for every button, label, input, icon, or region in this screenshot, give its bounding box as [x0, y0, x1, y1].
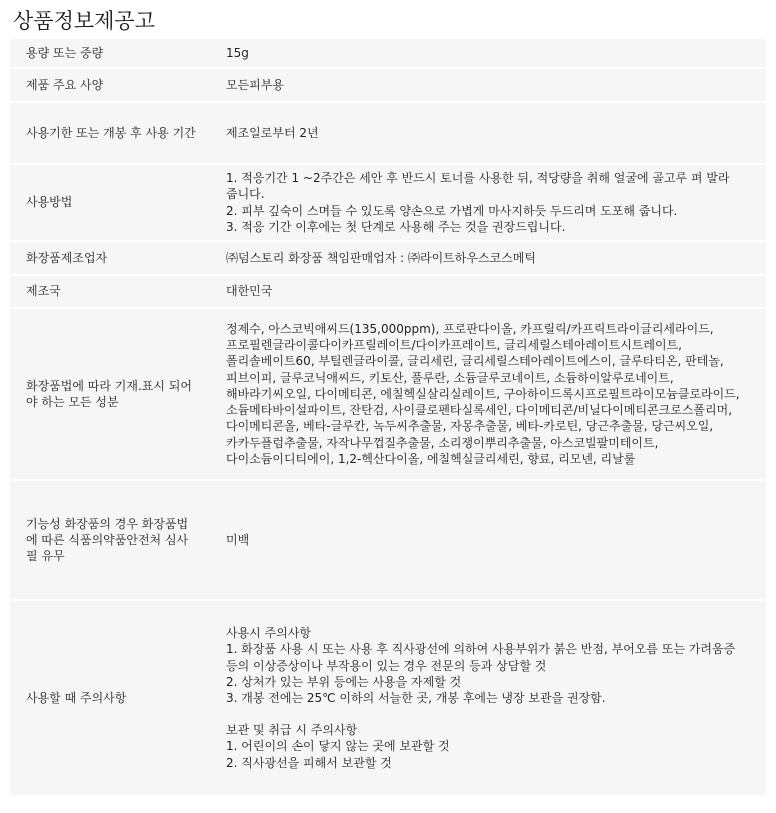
value-line: 정제수, 아스코빅애씨드(135,000ppm), 프로판다이올, 카프릴릭/카프릭트라이글리세라이드, 프로필렌글라이콜다이카프릴레이트/다이카프레이트, 글리세릴스테아레이트시트레이트, 폴리솔베이트60, 부틸렌글라이콜, 글리세린, 글리세릴스테아레이트에스이, 글루타티온, 판테놀, 피브이피, 글루코닉애씨드, 키토산, 풀루란, 소듐글루코네이트, 소듐하이알루로네이트, 해바라기씨오일, 다이메티콘, 에칠헥실살리실레이트, 구아하이드록시프로필트라이모늄클로라이드, 소듐메타바이설파이트, 잔탄검, 사이클로펜타실록세인, 다이메티콘/비닐다이메티콘크로스폴리머, 다이메티콘올, 베타-글루칸, 녹두씨추출물, 자몽추출물, 베타-카로틴, 당근추출물, 당근씨오일, 카카두플럼추출물, 자작나무껍질추출물, 소리쟁이뿌리추출물, 아스코빌팔미테이트, 다이소듐이디티에이, 1,2-헥산다이올, 에칠헥실글리세린, 향료, 리모넨, 리날룰	[226, 322, 740, 466]
table-row	[10, 479, 766, 599]
value-line: 15g	[226, 45, 249, 60]
table-row	[10, 599, 766, 795]
value-line: 보관 및 취급 시 주의사항	[226, 723, 358, 738]
table-row	[10, 274, 766, 307]
value-line: 1. 화장품 사용 시 또는 사용 후 직사광선에 의하여 사용부위가 붉은 반점, 부어오름 또는 가려움증 등의 이상증상이나 부작용이 있는 경우 전문의 등과 상담할 것	[226, 642, 736, 673]
value-line: 2. 직사광선을 피해서 보관할 것	[226, 755, 392, 770]
value-line: 대한민국	[226, 284, 273, 299]
row-value	[204, 479, 766, 599]
row-label: 사용기한 또는 개봉 후 사용 기간	[10, 101, 204, 163]
value-line: 모든피부용	[226, 77, 284, 92]
table-row	[10, 163, 766, 240]
row-value	[204, 101, 766, 163]
row-label: 제품 주요 사양	[10, 67, 204, 101]
row-label: 용량 또는 중량	[10, 39, 204, 67]
row-label: 화장품법에 따라 기재.표시 되어야 하는 모든 성분	[10, 307, 204, 479]
value-line: 3. 적응 기간 이후에는 첫 단계로 사용해 주는 것을 권장드립니다.	[226, 219, 566, 234]
row-value	[204, 39, 766, 67]
value-line: 1. 어린이의 손이 닿지 않는 곳에 보관할 것	[226, 739, 450, 754]
value-line: ㈜덤스토리 화장품 책임판매업자 : ㈜라이트하우스코스메틱	[226, 250, 536, 265]
value-line: 3. 개봉 전에는 25℃ 이하의 서늘한 곳, 개봉 후에는 냉장 보관을 권장함.	[226, 691, 606, 705]
value-line: 2. 상처가 있는 부위 등에는 사용을 자제할 것	[226, 674, 462, 689]
table-row	[10, 101, 766, 163]
value-spacer	[226, 706, 758, 722]
product-info-table	[10, 39, 766, 795]
row-label: 화장품제조업자	[10, 240, 204, 274]
page-title: 상품정보제공고	[13, 9, 156, 33]
table-row	[10, 67, 766, 101]
row-value	[204, 599, 766, 795]
row-value	[204, 307, 766, 479]
row-value	[204, 274, 766, 307]
row-label: 기능성 화장품의 경우 화장품법에 따른 식품의약품안전처 심사 필 유무	[10, 479, 204, 599]
row-value	[204, 67, 766, 101]
row-value	[204, 240, 766, 274]
table-row	[10, 39, 766, 67]
row-value	[204, 163, 766, 240]
value-line: 제조일로부터 2년	[226, 125, 319, 140]
value-line: 2. 피부 깊숙이 스며들 수 있도록 양손으로 가볍게 마사지하듯 두드리며 도포해 줍니다.	[226, 203, 678, 218]
value-line: 미백	[226, 532, 250, 547]
row-label: 제조국	[10, 274, 204, 307]
value-line: 1. 적응기간 1 ~2주간은 세안 후 반드시 토너를 사용한 뒤, 적당량을 취해 얼굴에 골고루 펴 발라 줍니다.	[226, 171, 730, 202]
row-label: 사용방법	[10, 163, 204, 240]
row-label: 사용할 때 주의사항	[10, 599, 204, 795]
value-line: 사용시 주의사항	[226, 626, 311, 641]
table-row	[10, 240, 766, 274]
table-row	[10, 307, 766, 479]
